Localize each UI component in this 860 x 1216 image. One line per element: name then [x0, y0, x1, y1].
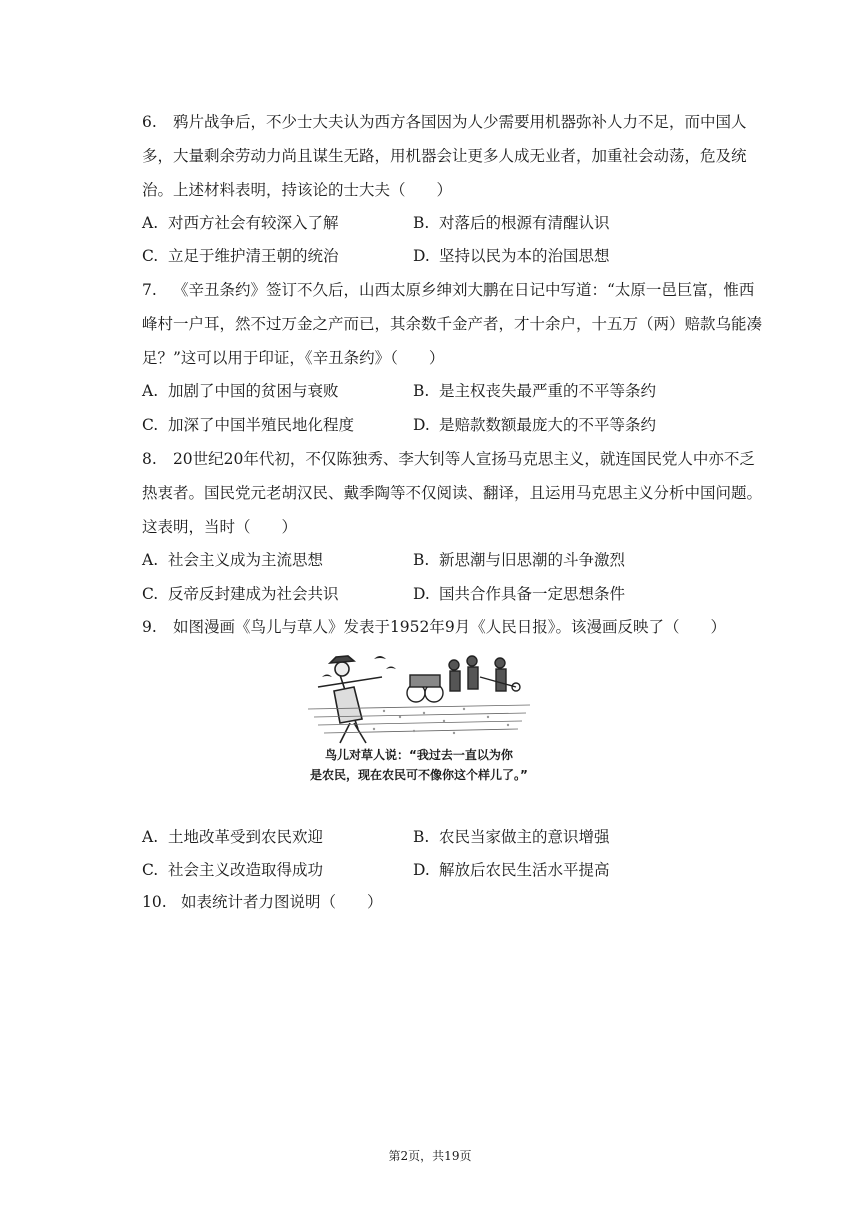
question-7	[142, 273, 762, 375]
option-text: 坚持以民为本的治国思想	[439, 247, 610, 265]
option-text: 加深了中国半殖民地化程度	[168, 416, 355, 434]
option-letter: B.	[413, 382, 430, 400]
option-letter: C.	[142, 585, 159, 603]
option-text: 是赔款数额最庞大的不平等条约	[439, 416, 657, 434]
option-letter: C.	[142, 416, 159, 434]
caption-line-1: 鸟儿对草人说：“我过去一直以为你	[325, 748, 513, 762]
option-6d[interactable]	[413, 246, 610, 266]
option-9b[interactable]	[413, 827, 610, 847]
question-stem: 鸦片战争后，不少士大夫认为西方各国因为人少需要用机器弥补人力不足，而中国人多，大量剩余劳动力尚且谋生无路，用机器会让更多人成无业者，加重社会动荡，危及统治。上述材料表明，持该论的士大夫（ ）	[142, 113, 747, 199]
option-9a[interactable]	[142, 827, 323, 847]
option-6c[interactable]	[142, 246, 339, 266]
option-text: 新思潮与旧思潮的斗争激烈	[439, 551, 626, 569]
option-letter: B.	[413, 551, 430, 569]
option-letter: D.	[413, 585, 430, 603]
option-letter: A.	[142, 214, 159, 232]
question-10	[142, 885, 762, 919]
option-text: 是主权丧失最严重的不平等条约	[439, 382, 657, 400]
option-letter: A.	[142, 551, 159, 569]
page-footer: 第2页，共19页	[388, 1149, 472, 1163]
option-text: 社会主义成为主流思想	[168, 551, 324, 569]
option-letter: A.	[142, 382, 159, 400]
option-8b[interactable]	[413, 550, 625, 570]
option-9d[interactable]	[413, 860, 610, 880]
option-8d[interactable]	[413, 584, 625, 604]
option-text: 立足于维护清王朝的统治	[168, 247, 339, 265]
cartoon-caption	[304, 745, 534, 785]
question-number: 10.	[142, 893, 167, 911]
option-8a[interactable]	[142, 550, 323, 570]
option-6a[interactable]	[142, 213, 339, 233]
option-7c[interactable]	[142, 415, 354, 435]
question-stem: 20世纪20年代初，不仅陈独秀、李大钊等人宣扬马克思主义，就连国民党人中亦不乏热衷者。国民党元老胡汉民、戴季陶等不仅阅读、翻译，且运用马克思主义分析中国问题。这表明，当时（ ）	[142, 450, 763, 536]
question-6	[142, 105, 762, 207]
question-8	[142, 442, 762, 544]
question-9	[142, 610, 762, 644]
question-stem: 如图漫画《鸟儿与草人》发表于1952年9月《人民日报》。该漫画反映了（ ）	[172, 618, 726, 636]
option-8c[interactable]	[142, 584, 339, 604]
question-number: 9.	[142, 618, 157, 636]
option-letter: A.	[142, 828, 159, 846]
question-number: 6.	[142, 113, 157, 131]
option-text: 社会主义改造取得成功	[168, 861, 324, 879]
option-7d[interactable]	[413, 415, 656, 435]
option-letter: D.	[413, 861, 430, 879]
option-letter: D.	[413, 247, 430, 265]
option-text: 土地改革受到农民欢迎	[168, 828, 324, 846]
option-letter: C.	[142, 247, 159, 265]
question-stem: 如表统计者力图说明（ ）	[180, 893, 383, 911]
option-text: 反帝反封建成为社会共识	[168, 585, 339, 603]
option-letter: D.	[413, 416, 430, 434]
option-7b[interactable]	[413, 381, 656, 401]
option-9c[interactable]	[142, 860, 323, 880]
option-text: 国共合作具备一定思想条件	[439, 585, 626, 603]
question-number: 8.	[142, 450, 157, 468]
option-text: 对落后的根源有清醒认识	[439, 214, 610, 232]
caption-line-2: 是农民，现在农民可不像你这个样儿了。”	[310, 768, 528, 782]
option-7a[interactable]	[142, 381, 339, 401]
option-text: 加剧了中国的贫困与衰败	[168, 382, 339, 400]
option-letter: B.	[413, 214, 430, 232]
question-stem: 《辛丑条约》签订不久后，山西太原乡绅刘大鹏在日记中写道：“太原一邑巨富，惟西峰村一户耳，然不过万金之产而已，其余数千金产者，才十余户，十五万（两）赔款乌能凑足？”这可以用于印证，《辛丑条约》（ ）	[142, 281, 763, 367]
option-6b[interactable]	[413, 213, 610, 233]
question-number: 7.	[142, 281, 157, 299]
option-text: 解放后农民生活水平提高	[439, 861, 610, 879]
option-text: 对西方社会有较深入了解	[168, 214, 339, 232]
option-letter: C.	[142, 861, 159, 879]
option-letter: B.	[413, 828, 430, 846]
option-text: 农民当家做主的意识增强	[439, 828, 610, 846]
